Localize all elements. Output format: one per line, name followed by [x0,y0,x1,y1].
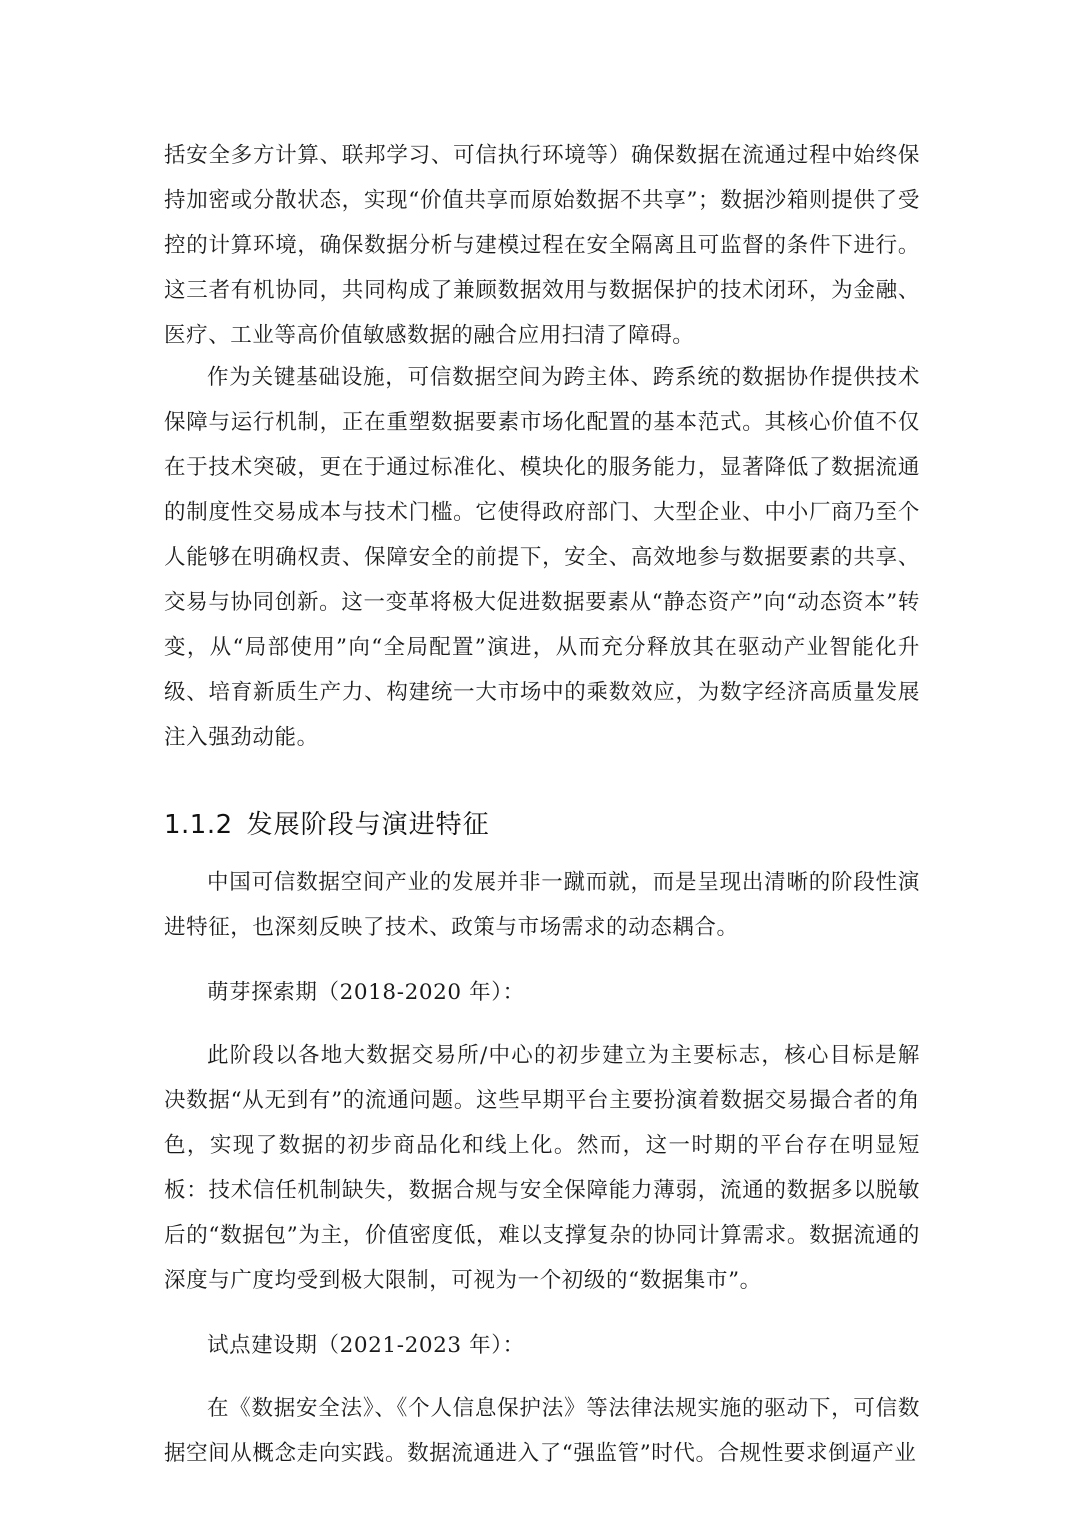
body-paragraph: 作为关键基础设施，可信数据空间为跨主体、跨系统的数据协作提供技术保障与运行机制，正在重塑数据要素市场化配置的基本范式。其核心价值不仅在于技术突破，更在于通过标准化、模块化的服务能力，显著降低了数据流通的制度性交易成本与技术门槛。它使得政府部门、大型企业、中小厂商乃至个人能够在明确权责、保障安全的前提下，安全、高效地参与数据要素的共享、交易与协同创新。这一变革将极大促进数据要素从“静态资产”向“动态资本”转变，从“局部使用”向“全局配置”演进，从而充分释放其在驱动产业智能化升级、培育新质生产力、构建统一大市场中的乘数效应，为数字经济高质量发展注入强劲动能。 [164,365,920,750]
section-number: 1.1.2 [164,810,233,840]
stage-heading: 试点建设期（2021-2023 年）： [207,1333,525,1358]
section-title: 发展阶段与演进特征 [246,810,490,840]
body-paragraph: 在《数据安全法》、《个人信息保护法》等法律法规实施的驱动下，可信数据空间从概念走向实践。数据流通进入了“强监管”时代。合规性要求倒逼产业 [164,1396,920,1466]
section-heading [164,790,920,860]
document-body [164,133,920,1476]
body-paragraph: 此阶段以各地大数据交易所/中心的初步建立为主要标志，核心目标是解决数据“从无到有”的流通问题。这些早期平台主要扮演着数据交易撮合者的角色，实现了数据的初步商品化和线上化。然而，这一时期的平台存在明显短板：技术信任机制缺失，数据合规与安全保障能力薄弱，流通的数据多以脱敏后的“数据包”为主，价值密度低，难以支撑复杂的协同计算需求。数据流通的深度与广度均受到极大限制，可视为一个初级的“数据集市”。 [164,1043,920,1293]
body-paragraph: 中国可信数据空间产业的发展并非一蹴而就，而是呈现出清晰的阶段性演进特征，也深刻反映了技术、政策与市场需求的动态耦合。 [164,870,920,940]
stage-heading: 萌芽探索期（2018-2020 年）： [207,980,525,1005]
body-paragraph: 括安全多方计算、联邦学习、可信执行环境等）确保数据在流通过程中始终保持加密或分散状态，实现“价值共享而原始数据不共享”；数据沙箱则提供了受控的计算环境，确保数据分析与建模过程在安全隔离且可监督的条件下进行。这三者有机协同，共同构成了兼顾数据效用与数据保护的技术闭环，为金融、医疗、工业等高价值敏感数据的融合应用扫清了障碍。 [164,143,920,348]
